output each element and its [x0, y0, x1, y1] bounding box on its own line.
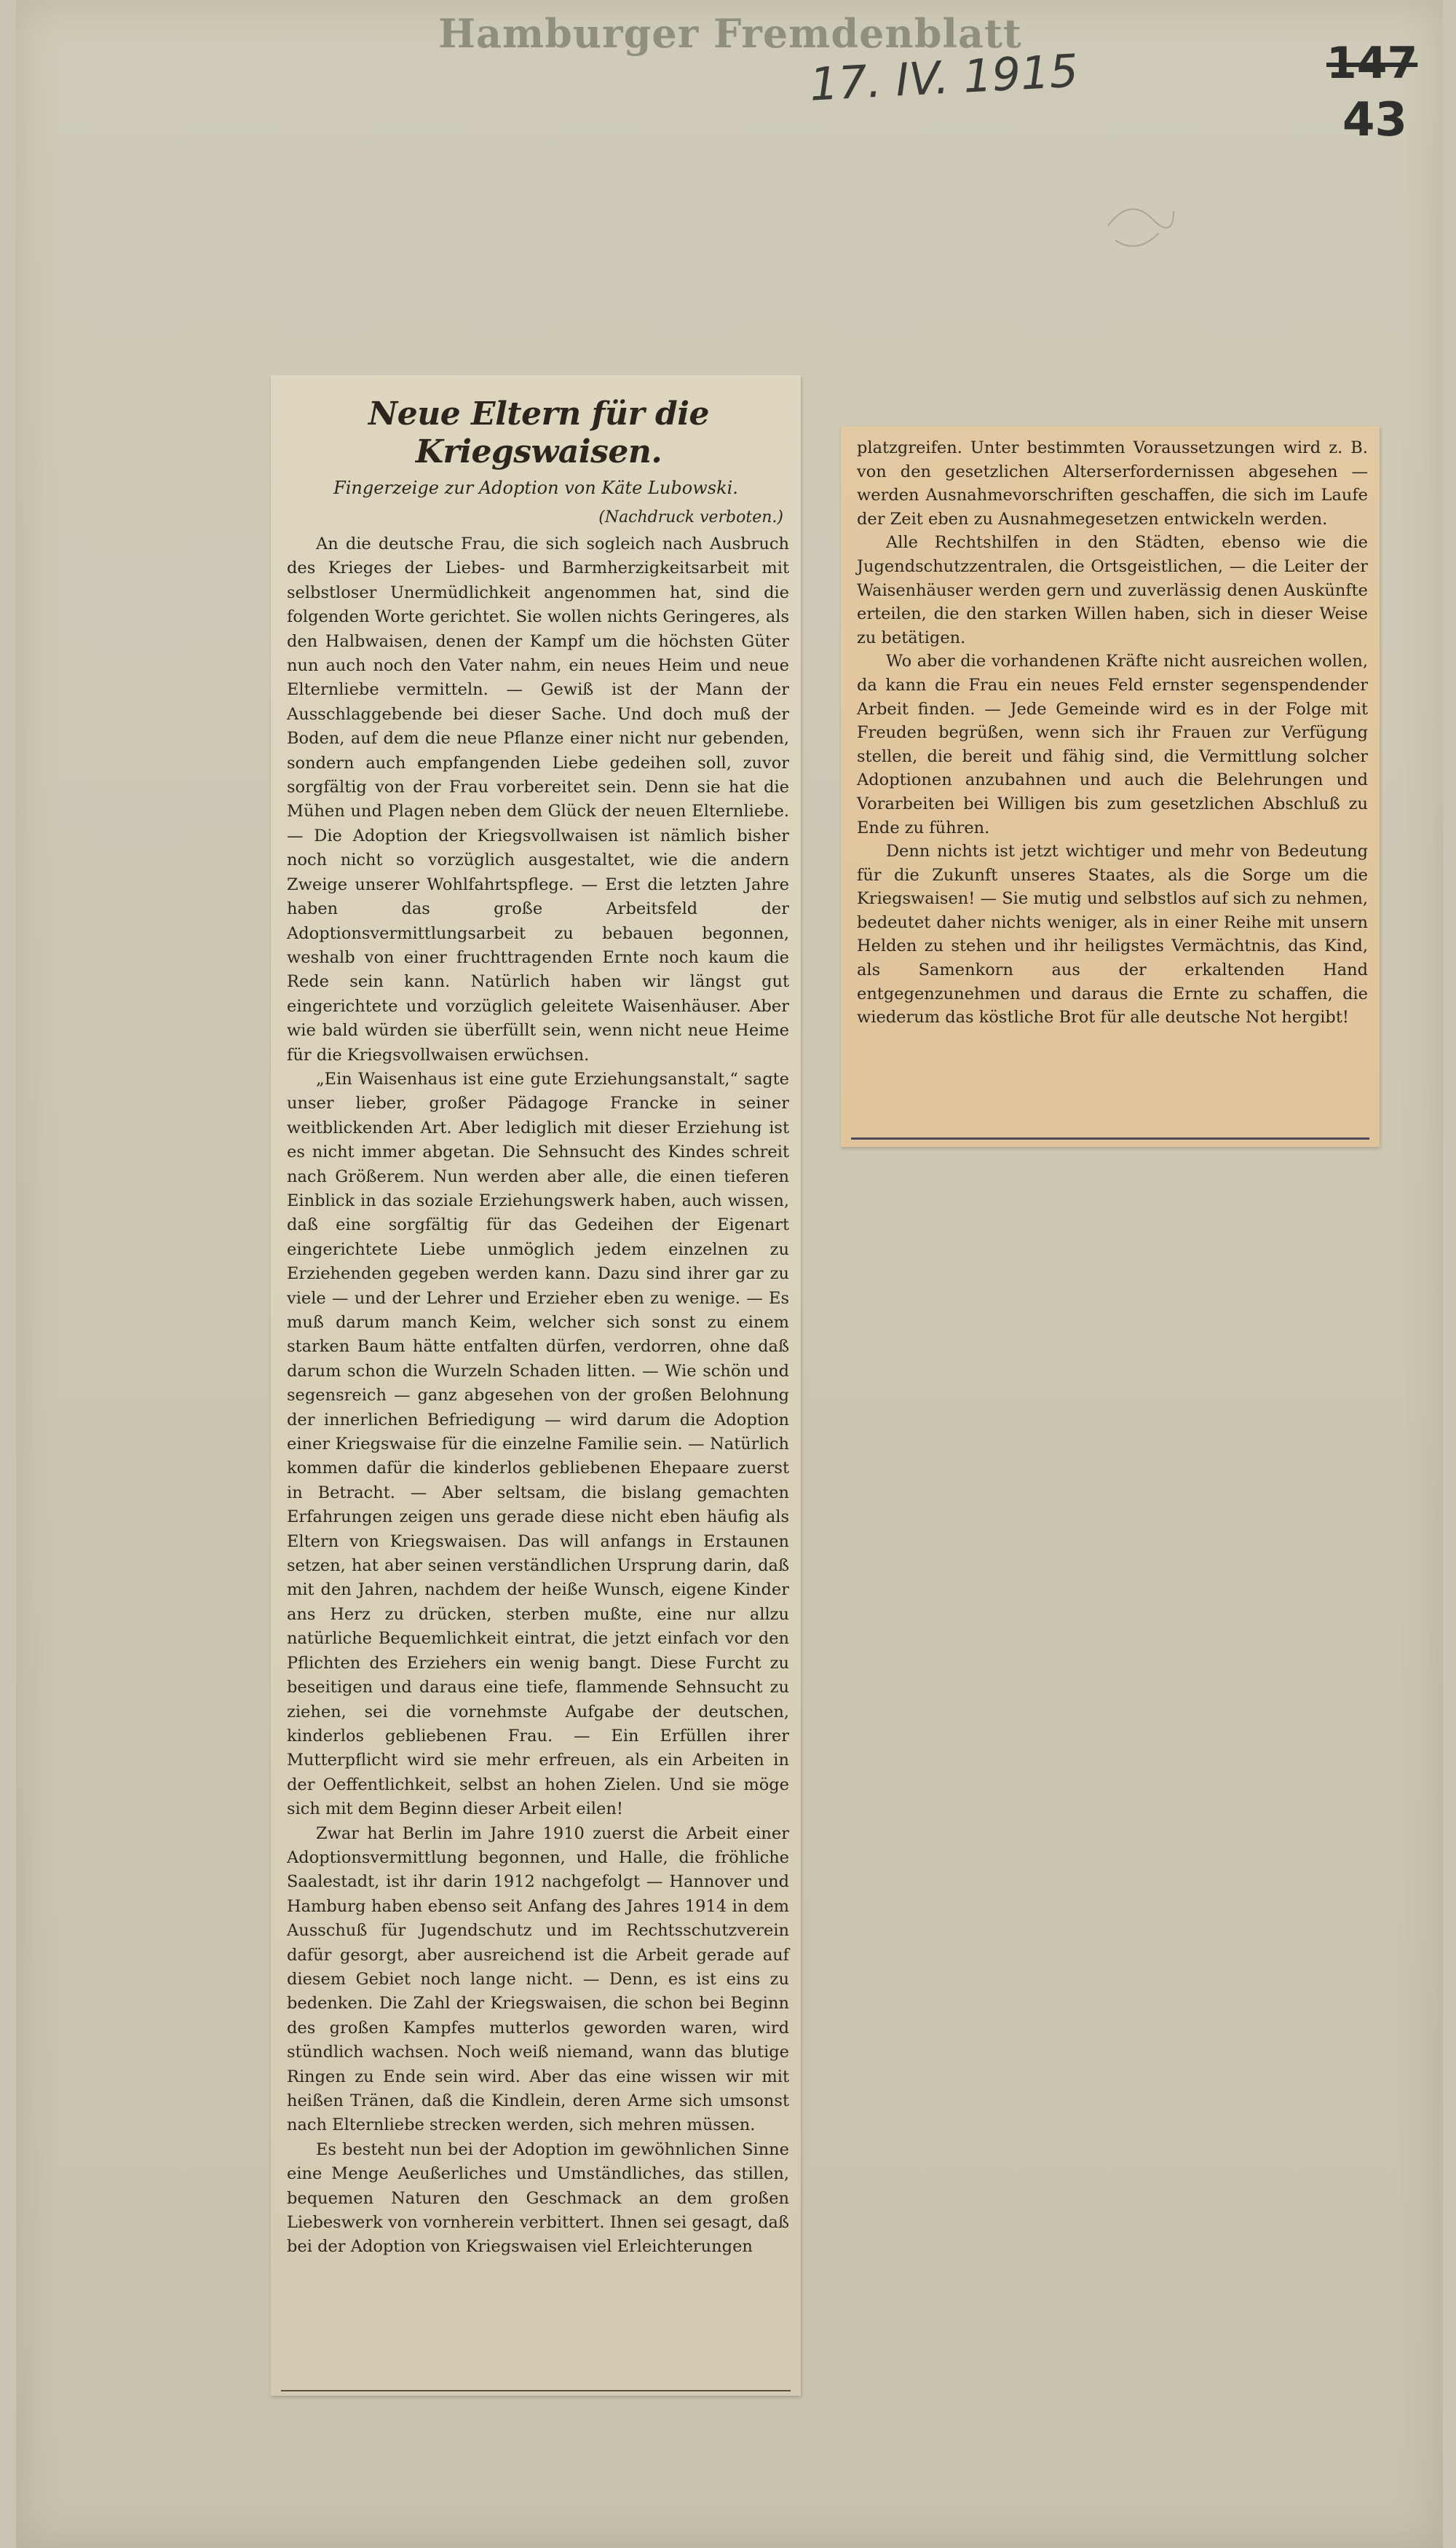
article-clipping-left	[271, 375, 801, 2396]
article-column-left	[271, 532, 801, 2260]
handwritten-date: 17. IV. 1915	[808, 44, 1080, 111]
paragraph: Alle Rechtshilfen in den Städten, ebenso wie die Jugendschutzzentralen, die Ortsgeistlichen, — die Leiter der Waisenhäuser werden gern und zuverlässig denen Auskünfte erteilen, die den starken Willen haben, sich in dieser Weise zu betätigen.	[857, 533, 1368, 647]
reprint-note: (Nachdruck verboten.)	[598, 508, 783, 526]
pencil-mark-icon	[1093, 182, 1181, 262]
paragraph: An die deutsche Frau, die sich sogleich nach Ausbruch des Krieges der Liebes- und Barmherzigkeitsarbeit mit selbstloser Unermüdlichkeit angenommen hat, sind die folgenden Worte gerichtet. Sie wollen nichts Geringeres, als den Halbwaisen, denen der Kampf um die höchsten Güter nun auch noch den Vater nahm, ein neues Heim und neue Elternliebe vermitteln. — Gewiß ist der Mann der Ausschlaggebende bei dieser Sache. Und doch muß der Boden, auf dem die neue Pflanze einer nicht nur gebenden, sondern auch empfangenden Liebe gedeihen soll, zuvor sorgfältig von der Frau vorbereitet sein. Denn sie hat die Mühen und Plagen neben dem Glück der neuen Elternliebe. — Die Adoption der Kriegsvollwaisen ist nämlich bisher noch nicht so vorzüglich ausgestaltet, wie die andern Zweige unserer Wohlfahrtspflege. — Erst die letzten Jahre haben das große Arbeitsfeld der Adoptionsvermittlungsarbeit zu bebauen begonnen, weshalb von einer fruchttragenden Ernte noch kaum die Rede sein kann. Natürlich haben wir längst gut eingerichtete und vorzüglich geleitete Waisenhäuser. Aber wie bald würden sie überfüllt sein, wenn nicht neue Heime für die Kriegsvollwaisen erwüchsen.	[287, 535, 789, 1065]
folio-number: 43	[1342, 93, 1408, 147]
folio-number-struck: 147	[1326, 38, 1418, 89]
column-rule	[281, 2390, 791, 2391]
article-subtitle: Fingerzeige zur Adoption von Käte Lubowski.	[333, 478, 738, 498]
paragraph: „Ein Waisenhaus ist eine gute Erziehungsanstalt,“ sagte unser lieber, großer Pädagoge Francke in seiner weitblickenden Art. Aber lediglich mit dieser Erziehung ist es nicht immer abgetan. Die Sehnsucht des Kindes schreit nach Größerem. Nun werden aber alle, die einen tieferen Einblick in das soziale Erziehungswerk haben, auch wissen, daß eine sorgfältig für das Gedeihen der Eigenart eingerichtete Liebe unmöglich jedem einzelnen zu Erziehenden gegeben werden kann. Dazu sind ihrer gar zu viele — und der Lehrer und Erzieher eben zu wenige. — Es muß darum manch Keim, welcher sich sonst zu einem starken Baum hätte entfalten dürfen, verdorren, ohne daß darum schon die Wurzeln Schaden litten. — Wie schön und segensreich — ganz abgesehen von der großen Belohnung der innerlichen Befriedigung — wird darum die Adoption einer Kriegswaise für die einzelne Familie sein. — Natürlich kommen dafür die kinderlos gebliebenen Ehepaare zuerst in Betracht. — Aber seltsam, die bislang gemachten Erfahrungen zeigen uns gerade diese nicht eben häufig als Eltern von Kriegswaisen. Das will anfangs in Erstaunen setzen, hat aber seinen verständlichen Ursprung darin, daß mit den Jahren, nachdem der heiße Wunsch, eigene Kinder ans Herz zu drücken, sterben mußte, eine nur allzu natürliche Bequemlichkeit eintrat, die jetzt einfach vor den Pflichten des Erziehers ein wenig bangt. Diese Furcht zu beseitigen und daraus eine tiefe, flammende Sehnsucht zu ziehen, sei die vornehmste Aufgabe der deutschen, kinderlos gebliebenen Frau. — Ein Erfüllen ihrer Mutterpflicht wird sie mehr erfreuen, als ein Arbeiten in der Oeffentlichkeit, selbst an hohen Zielen. Und sie möge sich mit dem Beginn dieser Arbeit eilen!	[287, 1069, 789, 1819]
newspaper-stamp: Hamburger Fremdenblatt	[438, 10, 1022, 57]
paragraph: platzgreifen. Unter bestimmten Voraussetzungen wird z. B. von den gesetzlichen Alterserfordernissen abgesehen — werden Ausnahmevorschriften geschaffen, die sich im Laufe der Zeit eben zu Ausnahmegesetzen entwickeln werden.	[857, 438, 1368, 529]
article-clipping-right	[841, 426, 1380, 1147]
article-title: Neue Eltern für die Kriegswaisen.	[368, 395, 709, 470]
paragraph: Zwar hat Berlin im Jahre 1910 zuerst die Arbeit einer Adoptionsvermittlung begonnen, und Halle, die fröhliche Saalestadt, ist ihr darin 1912 nachgefolgt — Hannover und Hamburg haben ebenso seit Anfang des Jahres 1914 in dem Ausschuß für Jugendschutz und im Rechtsschutzverein dafür gesorgt, aber ausreichend ist die Arbeit gerade auf diesem Gebiet noch lange nicht. — Denn, es ist eins zu bedenken. Die Zahl der Kriegswaisen, die schon bei Beginn des großen Kampfes mutterlos geworden waren, wird stündlich wachsen. Noch weiß niemand, wann das blutige Ringen zu Ende sein wird. Aber das eine wissen wir mit heißen Tränen, daß die Kindlein, deren Arme sich umsonst nach Elternliebe strecken werden, sich mehren müssen.	[287, 1823, 789, 2135]
paragraph: Denn nichts ist jetzt wichtiger und mehr von Bedeutung für die Zukunft unseres Staates, als die Sorge um die Kriegswaisen! — Sie mutig und selbstlos auf sich zu nehmen, bedeutet daher nichts weniger, als in einer Reihe mit unsern Helden zu stehen und ihr heiligstes Vermächtnis, das Kind, als Samenkorn aus der erkaltenden Hand entgegenzunehmen und daraus die Ernte zu schaffen, die wiederum das köstliche Brot für alle deutsche Not hergibt!	[857, 842, 1368, 1028]
column-end-rule	[851, 1137, 1369, 1140]
paragraph: Wo aber die vorhandenen Kräfte nicht ausreichen wollen, da kann die Frau ein neues Feld ernster segenspendender Arbeit finden. — Jede Gemeinde wird es in der Folge mit Freuden begrüßen, wenn sich ihr Frauen zur Verfügung stellen, die bereit und fähig sind, die Vermittlung solcher Adoptionen anzubahnen und auch die Belehrungen und Vorarbeiten bei Willigen bis zum gesetzlichen Abschluß zu Ende zu führen.	[857, 652, 1368, 837]
article-column-right	[841, 426, 1380, 1030]
paragraph: Es besteht nun bei der Adoption im gewöhnlichen Sinne eine Menge Aeußerliches und Umständliches, das stillen, bequemen Naturen den Geschmack an dem großen Liebeswerk von vornherein verbittert. Ihnen sei gesagt, daß bei der Adoption von Kriegswaisen viel Erleichterungen	[287, 2139, 789, 2257]
